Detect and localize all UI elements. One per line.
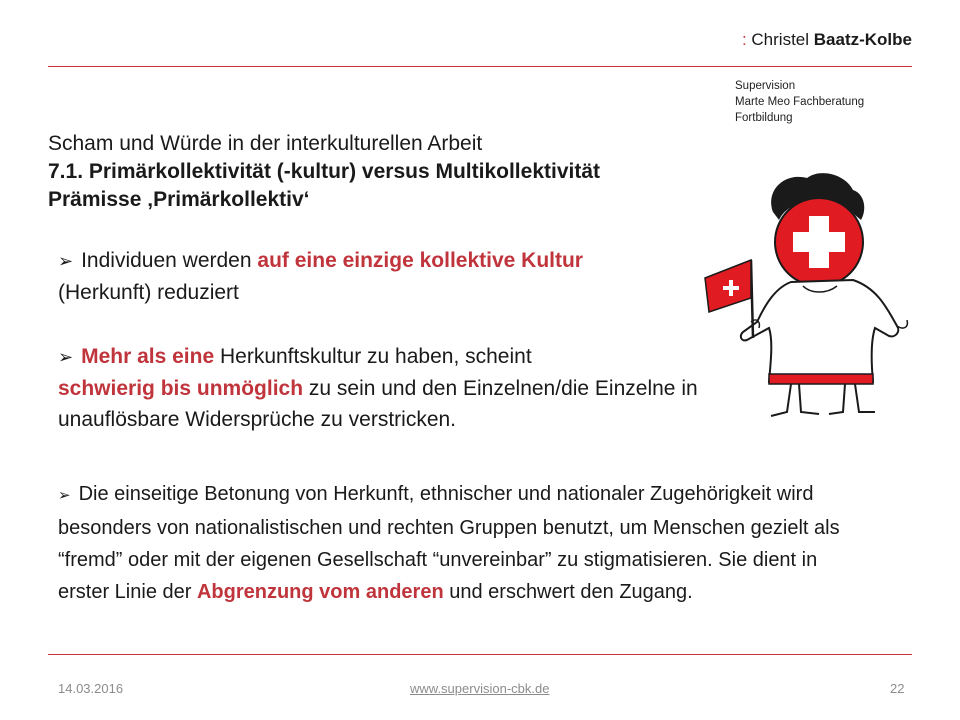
right-hand [897, 320, 907, 328]
bullet-1-text: Individuen werden [81, 249, 258, 272]
head-cross-horizontal [793, 232, 845, 252]
service-item: Supervision [735, 80, 796, 92]
bullet-2-highlight-1: Mehr als eine [81, 345, 215, 368]
bullet-1 [58, 245, 698, 308]
footer-date: 14.03.2016 [58, 681, 124, 696]
flag-cross-horizontal [723, 286, 739, 290]
body-shape [741, 280, 898, 382]
website-link[interactable]: www.supervision-cbk.de [410, 681, 550, 696]
arrow-bullet-icon: ➢ [58, 487, 71, 504]
bullet-2-highlight-2: schwierig bis unmöglich [58, 377, 304, 400]
services-list [735, 78, 864, 126]
header-divider [48, 66, 912, 67]
author-first-name: Christel [751, 30, 810, 49]
left-leg [771, 384, 819, 416]
arrow-bullet-icon: ➢ [58, 251, 74, 271]
slide-title [48, 130, 708, 214]
title-line-3: Prämisse ‚Primärkollektiv‘ [48, 188, 310, 211]
title-line-1: Scham und Würde in der interkulturellen Arbeit [48, 132, 483, 155]
swiss-figure-illustration [695, 160, 930, 425]
right-leg [829, 384, 875, 414]
arrow-bullet-icon: ➢ [58, 347, 74, 367]
author-last-name: Baatz-Kolbe [813, 30, 912, 49]
title-line-2: 7.1. Primärkollektivität (-kultur) versus Multikollektivität [48, 160, 600, 183]
footer-divider [48, 654, 912, 655]
bullet-3 [58, 478, 858, 608]
header-colon: : [741, 30, 747, 49]
bullet-2 [58, 341, 698, 435]
service-item: Marte Meo Fachberatung [735, 96, 865, 108]
page-number: 22 [890, 681, 905, 696]
bullet-1-highlight: auf eine einzige kollektive Kultur [257, 249, 583, 272]
bullet-3-text: Die einseitige Betonung von Herkunft, ethnischer und nationaler Zugehörigkeit wird besonders von nationalistischen und rechten Gruppen benutzt, um Menschen gezielt als “fremd” oder mit der eigenen Gesellschaft “unvereinbar” zu stigmatisieren. Sie dient in erster Linie der [58, 483, 840, 603]
bullet-3-highlight: Abgrenzung vom anderen [196, 581, 444, 603]
bullet-3-continuation: und erschwert den Zugang. [443, 581, 693, 603]
footer-link-wrap [410, 681, 549, 696]
bullet-2-continuation: zu sein und den Einzelnen/die Einzelne in unauflösbare Widersprüche zu verstricken. [58, 377, 698, 431]
hem-stripe [769, 374, 873, 384]
author-name [742, 30, 912, 50]
service-item: Fortbildung [735, 112, 793, 124]
bullet-1-continuation: (Herkunft) reduziert [58, 281, 239, 304]
bullet-2-text: Herkunftskultur zu haben, scheint [214, 345, 532, 368]
